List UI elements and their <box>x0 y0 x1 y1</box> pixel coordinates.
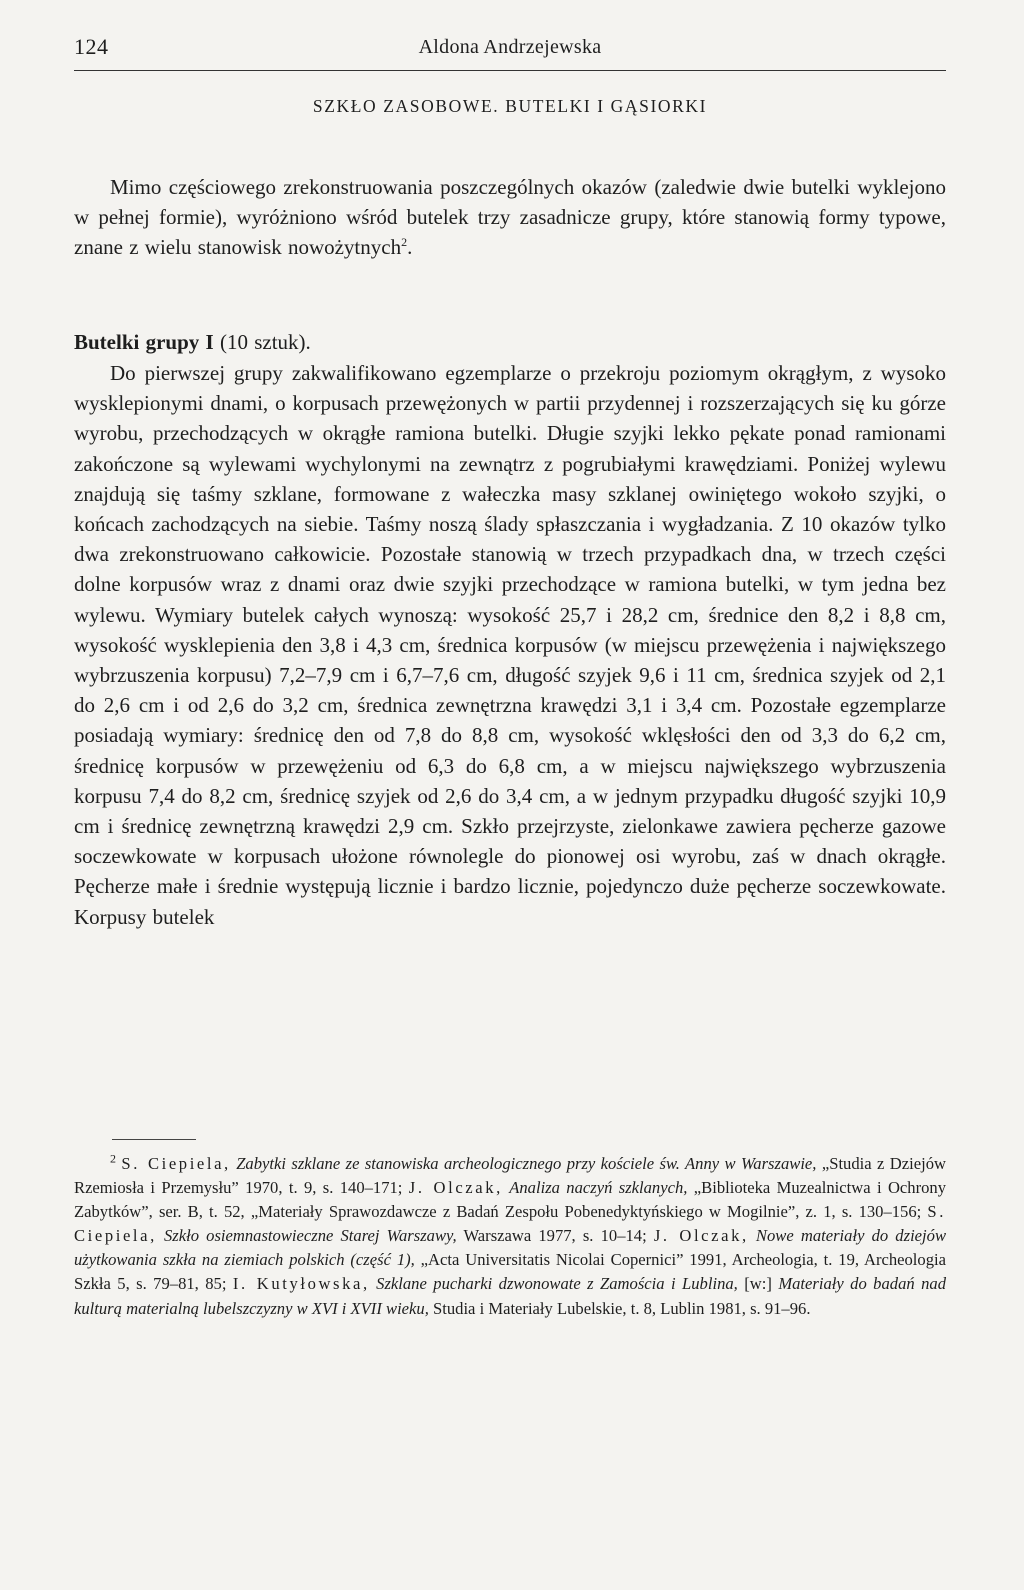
footnote-author: I. Kutyłowska, <box>232 1274 370 1294</box>
footnote-author: J. Olczak, <box>653 1226 749 1246</box>
group-heading <box>74 327 946 357</box>
footnote-work-title: Materiały do badań nad kulturą materialną lubelszczyzny w XVI i XVII wieku, <box>74 1274 946 1318</box>
footnote-number: 2 <box>110 1151 116 1166</box>
page-number: 124 <box>74 34 109 59</box>
footnote-citation: Studia i Materiały Lubelskie, t. 8, Lublin 1981, s. 91–96. <box>428 1298 811 1318</box>
intro-paragraph <box>74 172 946 263</box>
section-title: SZKŁO ZASOBOWE. BUTELKI I GĄSIORKI <box>312 96 708 116</box>
header-rule <box>74 70 946 71</box>
footnote-author: S. Ciepiela, <box>121 1154 231 1173</box>
group-heading-count: (10 sztuk). <box>213 330 311 354</box>
footnote-author: S. Ciepiela, <box>74 1202 946 1246</box>
footnote-work-title: Szkło osiemnastowieczne Starej Warszawy, <box>164 1226 457 1246</box>
footnote-work-title: Szklane pucharki dzwonowate z Zamościa i Lublina, <box>376 1274 738 1294</box>
footnote-citation: „Acta Universitatis Nicolai Copernici” 1991, Archeologia, t. 19, Archeologia Szkła 5, s. 79–81, 85; <box>74 1250 946 1294</box>
intro-end: . <box>407 235 413 260</box>
footnote-citation: „Biblioteka Muzealnictwa i Ochrony Zabytków”, ser. B, t. 52, „Materiały Sprawozdawcze z Badań Zespołu Pobenedyktyńskiego w Mogilnie”, z. 1, s. 130–156; <box>74 1178 947 1222</box>
footnote <box>74 1152 946 1321</box>
footnote-citation: „Studia z Dziejów Rzemiosła i Przemysłu” 1970, t. 9, s. 140–171; <box>74 1154 946 1198</box>
group-heading-bold: Butelki grupy I <box>74 330 214 354</box>
body-paragraph: Do pierwszej grupy zakwalifikowano egzemplarze o przekroju poziomym okrągłym, z wysoko wysklepionymi dnami, o korpusach przewężonych w partii przydennej i rozszerzających się ku górze wyrobu, przechodzących w okrągłe ramiona butelki. Długie szyjki lekko pękate ponad ramionami zakończone są wylewami wychylonymi na zewnątrz z pogrubiałymi krawędziami. Poniżej wylewu znajdują się taśmy szklane, formowane z wałeczka masy szklanej owiniętego wokoło szyjki, o końcach zachodzących na siebie. Taśmy noszą ślady spłaszczania i wygładzania. Z 10 okazów tylko dwa zrekonstruowano całkowicie. Pozostałe stanowią w trzech przypadkach dna, w trzech części dolne korpusów wraz z dnami oraz dwie szyjki przechodzące w ramiona butelki, w tym jedna bez wylewu. Wymiary butelek całych wynoszą: wysokość 25,7 i 28,2 cm, średnice den 8,2 i 8,8 cm, wysokość wysklepienia den 3,8 i 4,3 cm, średnica korpusów (w miejscu przewężenia i największego wybrzuszenia korpusu) 7,2–7,9 cm i 6,7–7,6 cm, długość szyjek 9,6 i 11 cm, średnica szyjek od 2,1 do 2,6 cm i od 2,6 do 3,2 cm, średnica zewnętrzna krawędzi 3,1 i 3,4 cm. Pozostałe egzemplarze posiadają wymiary: średnicę den od 7,8 do 8,8 cm, wysokość wklęsłości den od 3,3 do 6,2 cm, średnicę korpusów w przewężeniu od 6,3 do 6,8 cm, a w miejscu największego wybrzuszenia korpusu 7,4 do 8,2 cm, średnicę szyjek od 2,6 do 3,4 cm, a w jednym przypadku długość szyjki 10,9 cm i średnicę zewnętrzną krawędzi 2,9 cm. Szkło przejrzyste, zielonkawe zawiera pęcherze gazowe soczewkowate w korpusach ułożone równolegle do pionowej osi wyrobu, zaś w dnach okrągłe. Pęcherze małe i średnie występują licznie i bardzo licznie, pojedynczo duże pęcherze soczewkowate. Korpusy butelek <box>74 361 946 929</box>
footnote-work-title: Nowe materiały do dziejów użytkowania szkła na ziemiach polskich (część 1), <box>74 1226 947 1270</box>
footnote-work-title: Analiza naczyń szklanych, <box>509 1178 688 1198</box>
intro-text: Mimo częściowego zrekonstruowania poszczególnych okazów (zaledwie dwie butelki wyklejono w pełnej formie), wyróżniono wśród butelek trzy zasadnicze grupy, które stanowią formy typowe, znane z wielu stanowisk nowożytnych <box>74 175 946 260</box>
footnote-author: J. Olczak, <box>408 1178 503 1198</box>
footnote-citation: Warszawa 1977, s. 10–14; <box>456 1226 654 1246</box>
running-header <box>74 34 946 74</box>
footnote-separator <box>112 1139 196 1140</box>
footnote-reference: 2 <box>401 235 408 250</box>
footnote-citation: [w:] <box>737 1274 779 1294</box>
running-author: Aldona Andrzejewska <box>418 36 602 58</box>
footnote-work-title: Zabytki szklane ze stanowiska archeologicznego przy kościele św. Anny w Warszawie, <box>236 1154 817 1173</box>
